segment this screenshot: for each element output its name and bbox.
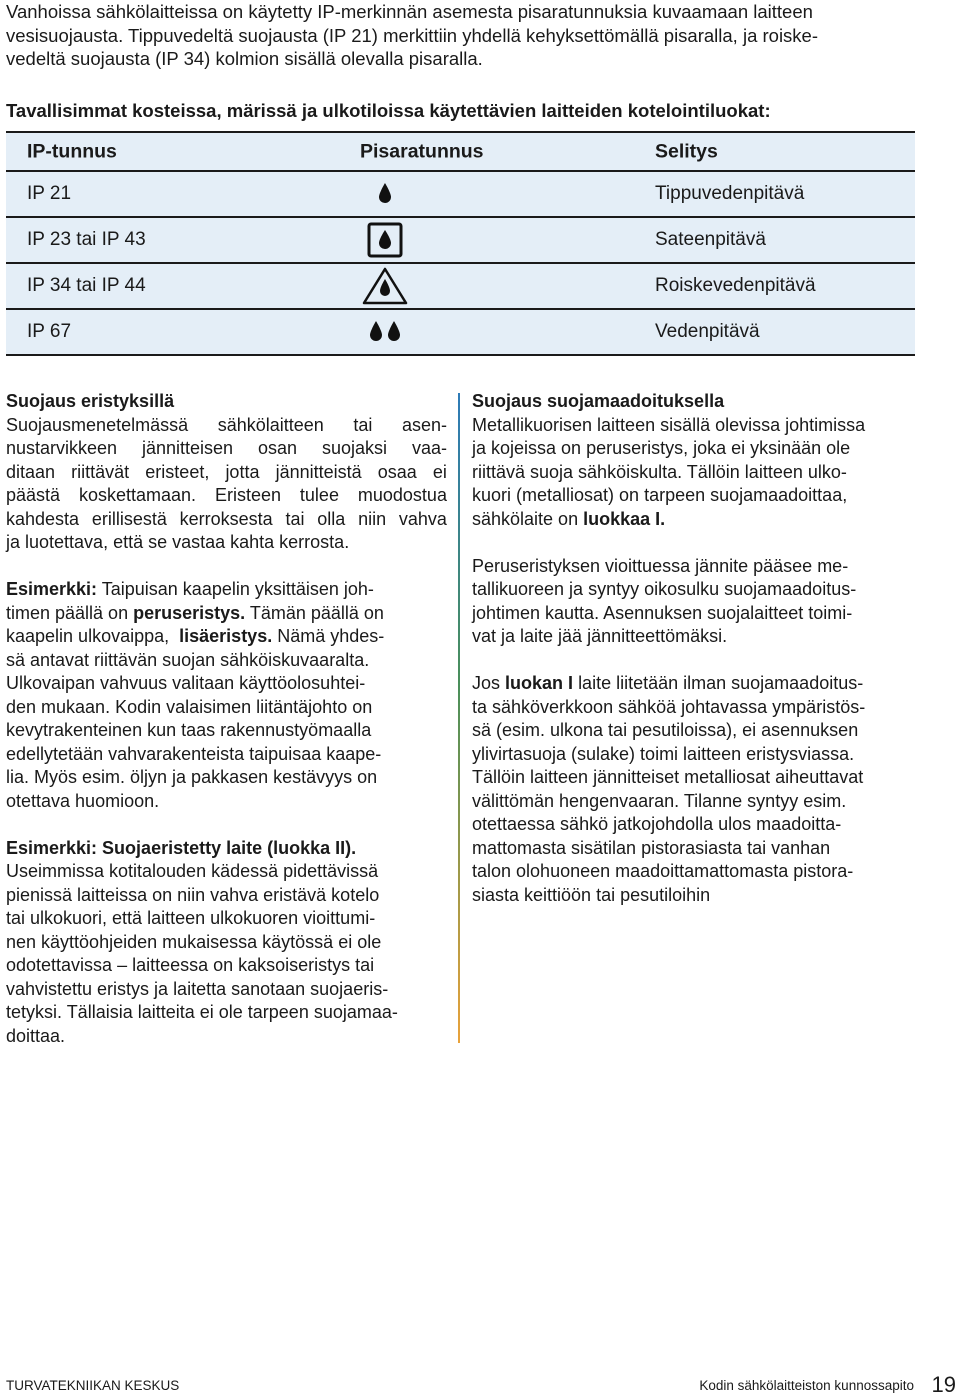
- section-insulation: [6, 390, 447, 555]
- section-heading: Suojaus eristyksillä: [6, 391, 175, 411]
- section-heading: Suojaus suojamaadoituksella: [472, 391, 725, 411]
- header-drop-symbol: Pisaratunnus: [360, 140, 484, 162]
- table-header-row: [6, 131, 915, 172]
- text-line: nustarvikkeen jännitteisen osan suojaksi vaa-: [6, 438, 447, 458]
- table-row: [6, 172, 915, 218]
- ip-description: Vedenpitävä: [655, 321, 760, 342]
- text-line: Suojausmenetelmässä sähkölaitteen tai asen-: [6, 414, 447, 435]
- right-column: [472, 390, 916, 907]
- ip-description: Sateenpitävä: [655, 229, 766, 250]
- text-line: tetyksi. Tällaisia laitteita ei ole tarpeen suojamaa-: [6, 1002, 398, 1022]
- text-line: ditaan riittävät eristeet, jotta jännitteistä osaa ei: [6, 461, 447, 482]
- text-line: kahdesta erillisestä kerroksesta tai olla niin vahva: [6, 508, 447, 529]
- text-line: timen päällä on peruseristys. Tämän päällä on: [6, 602, 384, 623]
- text-line: odotettavissa – laitteessa on kaksoiseristys tai: [6, 955, 375, 975]
- text-line: doittaa.: [6, 1025, 66, 1046]
- text-line: välittömän hengenvaaran. Tilanne syntyy esim.: [472, 790, 847, 811]
- text-line: vahvistettu eristys ja laitetta sanotaan suojaeris-: [6, 978, 389, 999]
- left-column: [6, 390, 447, 1048]
- header-ip-code: IP-tunnus: [27, 140, 117, 162]
- text-line: sähkölaite on luokkaa I.: [472, 508, 666, 529]
- text-line: nen käyttöohjeiden mukaisessa käytössä ei ole: [6, 931, 382, 952]
- paragraph-danger: [472, 672, 916, 907]
- intro-line: Vanhoissa sähkölaitteissa on käytetty IP-merkinnän asemesta pisaratunnuksia kuvaamaan laitteen: [6, 1, 813, 22]
- footer-document-title: Kodin sähkölaitteiston kunnossapito: [699, 1378, 914, 1393]
- text-line: otettaessa sähkö jatkojohdolla ulos maadoitta-: [472, 814, 842, 834]
- text-line: kevytrakenteinen kun taas rakennustyömaalla: [6, 720, 372, 740]
- text-line: Ulkovaipan vahvuus valitaan käyttöolosuhtei-: [6, 673, 366, 693]
- single-drop-icon: [361, 175, 409, 213]
- text-line: tai ulkokuori, että laitteen ulkokuoren vioittumi-: [6, 908, 376, 928]
- text-line: Peruseristyksen vioittuessa jännite pääsee me-: [472, 555, 849, 576]
- text-line: Metallikuorisen laitteen sisällä olevissa johtimissa: [472, 414, 866, 435]
- text-line: pienissä laitteissa on niin vahva eristävä kotelo: [6, 884, 380, 905]
- text-line: sä (esim. ulkona tai pesutiloissa), ei asennuksen: [472, 720, 859, 740]
- ip-description: Roiskevedenpitävä: [655, 275, 816, 296]
- page-number: 19: [931, 1372, 956, 1397]
- text-line: sä antavat riittävän suojan sähköiskuvaaralta.: [6, 649, 370, 670]
- text-line: den mukaan. Kodin valaisimen liitäntäjohto on: [6, 696, 373, 717]
- column-divider: [458, 393, 460, 1043]
- ip-code: IP 23 tai IP 43: [27, 229, 146, 250]
- text-line: päästä koskettamaan. Eristeen tulee muodostua: [6, 485, 447, 505]
- text-line: kaapelin ulkovaippa, lisäeristys. Nämä yhdes-: [6, 626, 385, 646]
- text-line: tallikuoreen ja syntyy oikosulku suojamaadoitus-: [472, 579, 857, 599]
- text-line: ta sähköverkkoon sähköä johtavassa ympäristös-: [472, 696, 866, 717]
- example-heading: Esimerkki: Suojaeristetty laite (luokka II).: [6, 837, 357, 858]
- paragraph-fault: [472, 555, 916, 649]
- text-line: ylivirtasuoja (sulake) toimi laitteen eristysviassa.: [472, 743, 855, 764]
- text-line: kuori (metalliosat) on tarpeen suojamaadoittaa,: [472, 485, 848, 505]
- text-line: Jos luokan I laite liitetään ilman suojamaadoitus-: [472, 673, 864, 693]
- text-line: ja luotettava, että se vastaa kahta kerrosta.: [6, 532, 350, 552]
- text-line: riittävä suoja sähköiskulta. Tällöin laitteen ulko-: [472, 461, 847, 482]
- example-cable: [6, 578, 447, 813]
- text-line: siasta keittiöön tai pesutiloihin: [472, 884, 711, 905]
- intro-paragraph: [6, 0, 906, 71]
- ip-class-table: [6, 131, 915, 356]
- table-row: [6, 310, 915, 356]
- intro-line: vedeltä suojausta (IP 34) kolmion sisällä olevalla pisaralla.: [6, 48, 483, 69]
- ip-code: IP 21: [27, 183, 72, 204]
- text-line: Tällöin laitteen jännitteiset metalliosat aiheuttavat: [472, 767, 864, 787]
- ip-code: IP 34 tai IP 44: [27, 275, 146, 296]
- text-line: Esimerkki: Taipuisan kaapelin yksittäisen joh-: [6, 579, 374, 599]
- section-protective-earthing: [472, 390, 916, 531]
- text-line: mattomasta sisätilan pistorasiasta tai vanhan: [472, 837, 831, 858]
- drop-in-square-icon: [361, 221, 409, 259]
- text-line: Useimmissa kotitalouden kädessä pidettävissä: [6, 861, 379, 881]
- header-description: Selitys: [655, 140, 718, 162]
- intro-line: vesisuojausta. Tippuvedeltä suojausta (IP 21) merkittiin yhdellä kehyksettömällä pisaralla, ja roiske-: [6, 24, 819, 46]
- text-line: edellytetään vahvarakenteista taipuisaa kaape-: [6, 743, 382, 764]
- ip-code: IP 67: [27, 321, 72, 342]
- text-line: otettava huomioon.: [6, 790, 160, 811]
- example-class-ii: [6, 837, 447, 1049]
- table-row: [6, 218, 915, 264]
- drop-in-triangle-icon: [361, 267, 409, 305]
- footer-publisher: TURVATEKNIIKAN KESKUS: [6, 1378, 180, 1393]
- table-row: [6, 264, 915, 310]
- double-drop-icon: [361, 313, 409, 351]
- table-title: Tavallisimmat kosteissa, märissä ja ulkotiloissa käytettävien laitteiden kotelointiluokat:: [6, 100, 771, 121]
- text-line: talon olohuoneen maadoittamattomasta pistora-: [472, 861, 854, 881]
- ip-description: Tippuvedenpitävä: [655, 183, 805, 204]
- text-line: johtimen kautta. Asennuksen suojalaitteet toimi-: [472, 602, 853, 623]
- text-line: lia. Myös esim. öljyn ja pakkasen kestävyys on: [6, 767, 378, 787]
- text-line: ja kojeissa on peruseristys, joka ei yksinään ole: [472, 438, 851, 458]
- text-line: vat ja laite jää jännitteettömäksi.: [472, 626, 728, 646]
